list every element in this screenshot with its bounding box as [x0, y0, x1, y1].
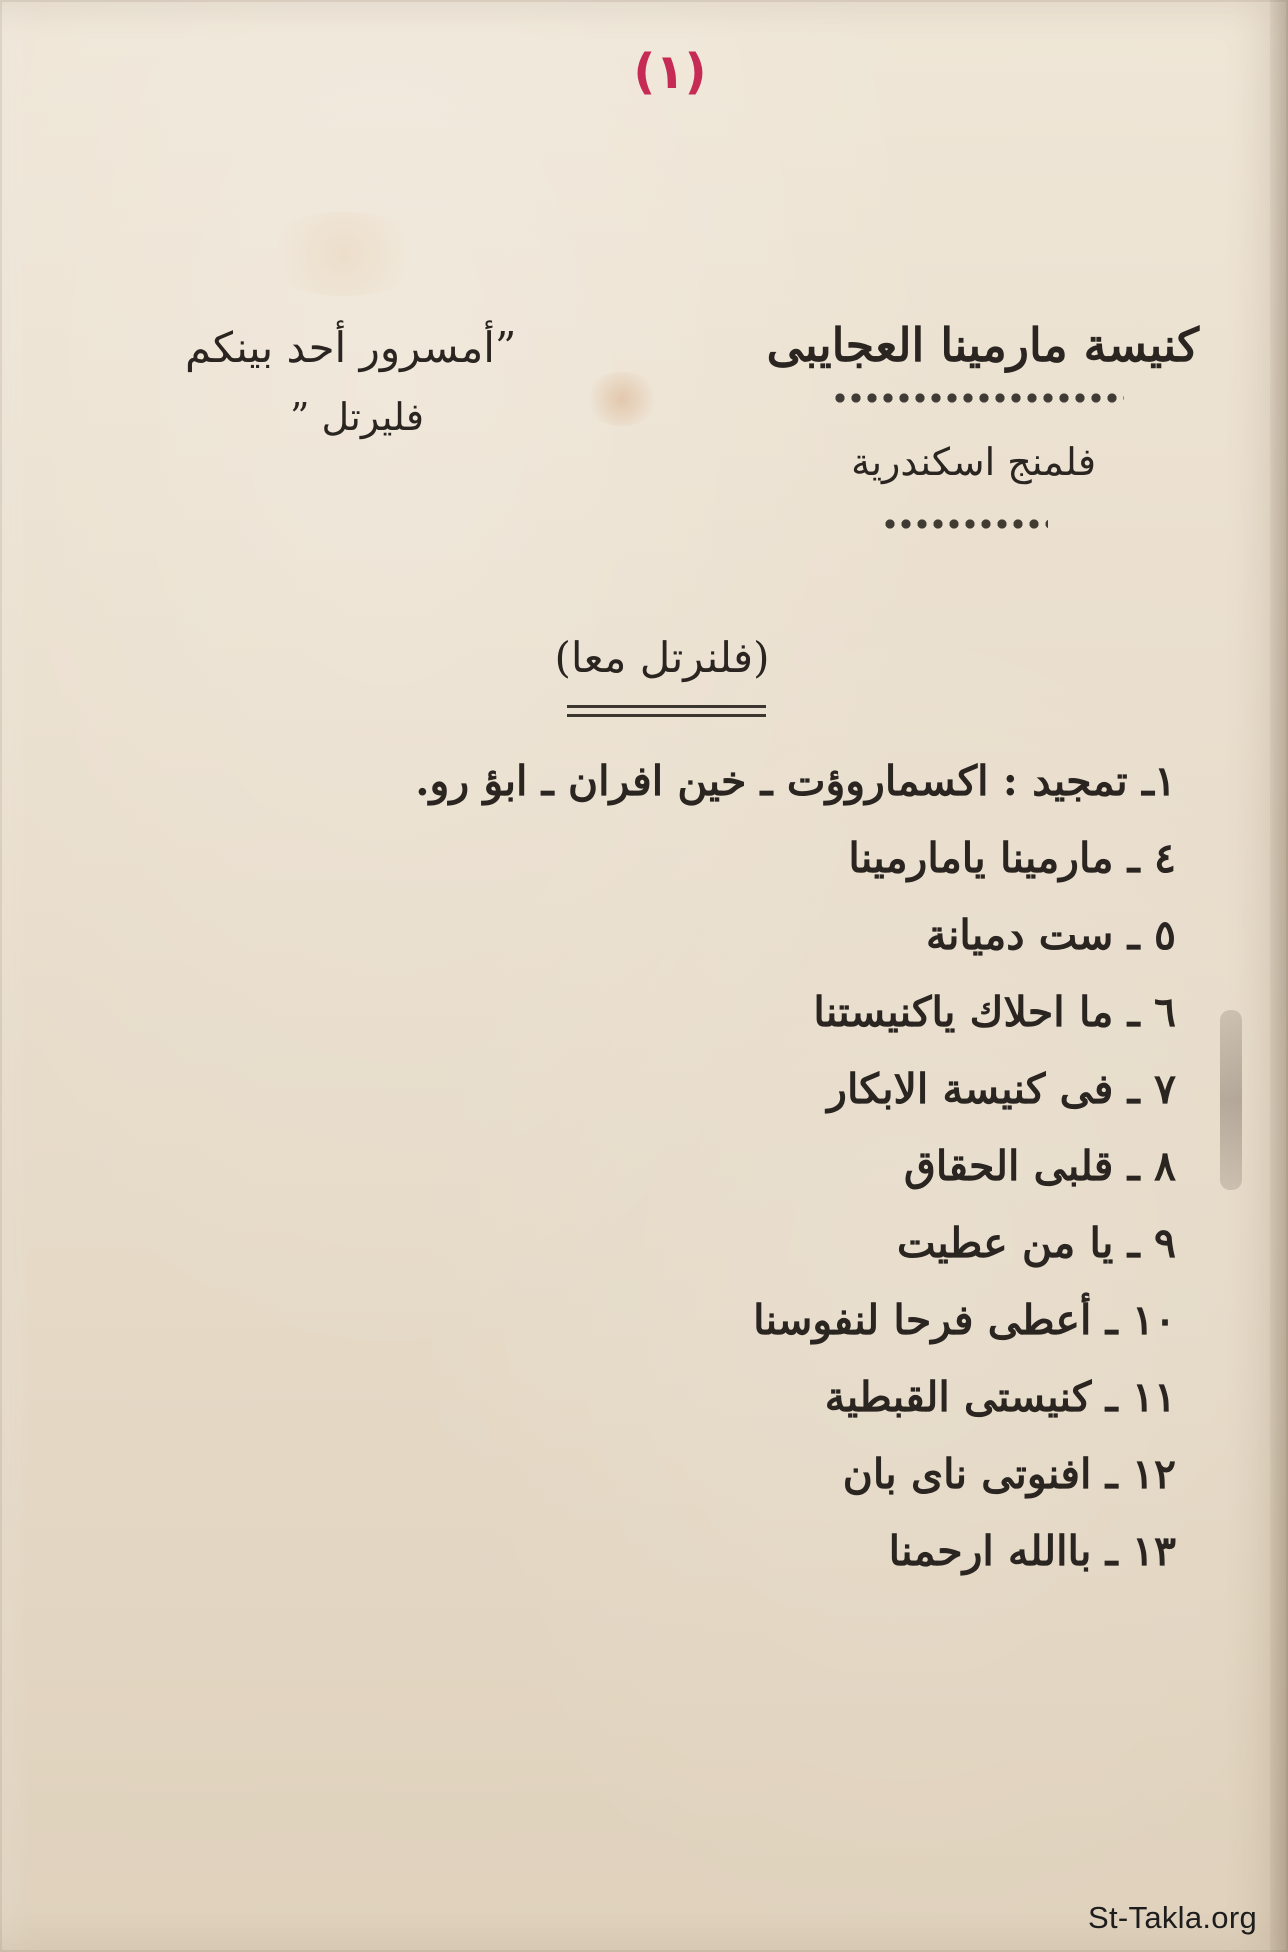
- contents-item: [266, 1358, 1176, 1435]
- contents-item: [266, 742, 1176, 819]
- contents-item: [266, 1127, 1176, 1204]
- contents-item-text: ٦ ـ ما احلاك ياكنيستنا: [813, 987, 1176, 1036]
- contents-item: [266, 896, 1176, 973]
- contents-item-text: ٨ ـ قلبى الحقاق: [904, 1141, 1176, 1190]
- stain-mark: [260, 212, 428, 296]
- stain-mark: [585, 372, 659, 426]
- contents-item: [266, 1512, 1176, 1589]
- contents-item-text: ١٠ ـ أعطى فرحا لنفوسنا: [753, 1295, 1176, 1344]
- contents-item: [266, 819, 1176, 896]
- contents-item-text: ٩ ـ يا من عطيت: [897, 1218, 1176, 1267]
- binding-shadow: [1220, 1010, 1242, 1190]
- section-underline: [567, 705, 766, 717]
- contents-item: [266, 973, 1176, 1050]
- contents-item: [266, 1281, 1176, 1358]
- contents-item-text: ١١ ـ كنيستى القبطية: [824, 1372, 1176, 1421]
- ornament-divider: [882, 518, 1048, 530]
- contents-list: [266, 742, 1176, 1589]
- quote-line: ”أمسرور أحد بينكم: [185, 323, 517, 372]
- contents-item: [266, 1050, 1176, 1127]
- contents-item-text: ١٣ ـ باالله ارحمنا: [888, 1526, 1176, 1575]
- contents-item: [266, 1204, 1176, 1281]
- church-name: كنيسة مارمينا العجايبى: [766, 318, 1199, 372]
- ornament-divider: [832, 392, 1124, 404]
- contents-item-text: ٤ ـ مارمينا يامارمينا: [848, 833, 1176, 882]
- contents-item-text: ١ـ تمجيد : اكسماروؤت ـ خين افران ـ ابؤ رو.: [415, 756, 1176, 805]
- contents-item-text: ١٢ ـ افنوتى ناى بان: [842, 1449, 1176, 1498]
- church-location: فلمنج اسكندرية: [851, 440, 1096, 484]
- contents-item-text: ٥ ـ ست دميانة: [926, 910, 1176, 959]
- site-watermark: St-Takla.org: [1088, 1900, 1257, 1935]
- quote-line: فليرتل ”: [290, 395, 425, 439]
- page-edge: [1270, 0, 1288, 1952]
- section-title: (فلنرتل معا): [554, 633, 770, 682]
- page-number: (١): [633, 44, 707, 100]
- contents-item-text: ٧ ـ فى كنيسة الابكار: [827, 1064, 1176, 1113]
- contents-item: [266, 1435, 1176, 1512]
